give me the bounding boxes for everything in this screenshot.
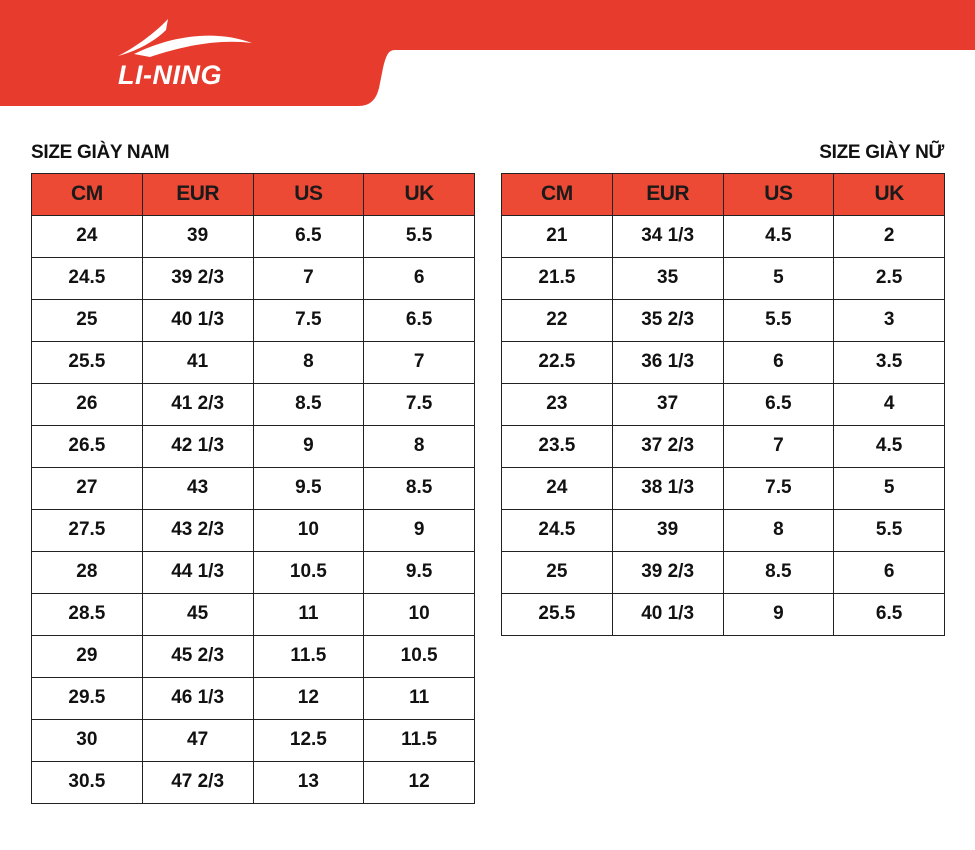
cell-us: 12.5 [253,719,364,761]
table-row [502,509,945,551]
cell-cm: 26.5 [32,425,143,467]
brand-wordmark: LI-NING [118,60,222,90]
cell-uk: 8 [364,425,475,467]
cell-us: 9 [253,425,364,467]
cell-eur: 36 1/3 [612,341,723,383]
cell-us: 11.5 [253,635,364,677]
table-row [32,383,475,425]
cell-uk: 7 [364,341,475,383]
cell-eur: 34 1/3 [612,215,723,257]
table-row [502,551,945,593]
cell-us: 11 [253,593,364,635]
cell-uk: 4.5 [834,425,945,467]
header-row [502,174,945,216]
cell-eur: 45 [142,593,253,635]
cell-us: 7 [253,257,364,299]
cell-us: 8 [723,509,834,551]
cell-eur: 41 [142,341,253,383]
cell-us: 8 [253,341,364,383]
cell-cm: 21.5 [502,257,613,299]
cell-cm: 24 [502,467,613,509]
cell-cm: 25.5 [502,593,613,635]
cell-uk: 6.5 [364,299,475,341]
table-row [32,509,475,551]
cell-us: 6.5 [723,383,834,425]
cell-cm: 25 [502,551,613,593]
cell-eur: 42 1/3 [142,425,253,467]
cell-eur: 41 2/3 [142,383,253,425]
cell-uk: 8.5 [364,467,475,509]
cell-uk: 11 [364,677,475,719]
cell-us: 10 [253,509,364,551]
header-eur: EUR [612,174,723,216]
cell-us: 8.5 [253,383,364,425]
cell-eur: 46 1/3 [142,677,253,719]
women-table-header [502,174,945,216]
cell-eur: 37 [612,383,723,425]
cell-eur: 40 1/3 [142,299,253,341]
header-eur: EUR [142,174,253,216]
cell-us: 9 [723,593,834,635]
table-row [32,425,475,467]
cell-uk: 9 [364,509,475,551]
table-row [32,467,475,509]
table-row [32,719,475,761]
table-row [502,341,945,383]
cell-uk: 7.5 [364,383,475,425]
men-table-body [32,215,475,803]
cell-uk: 2 [834,215,945,257]
cell-cm: 27 [32,467,143,509]
men-table-header [32,174,475,216]
men-size-title: SIZE GIÀY NAM [31,142,170,163]
cell-cm: 28 [32,551,143,593]
cell-cm: 30.5 [32,761,143,803]
cell-eur: 39 2/3 [612,551,723,593]
cell-eur: 45 2/3 [142,635,253,677]
table-row [502,257,945,299]
men-size-table [31,173,475,804]
cell-us: 10.5 [253,551,364,593]
cell-cm: 28.5 [32,593,143,635]
cell-eur: 47 2/3 [142,761,253,803]
table-row [32,677,475,719]
cell-eur: 44 1/3 [142,551,253,593]
cell-uk: 12 [364,761,475,803]
cell-uk: 5.5 [834,509,945,551]
cell-uk: 5 [834,467,945,509]
cell-uk: 3 [834,299,945,341]
cell-cm: 25.5 [32,341,143,383]
table-row [32,551,475,593]
cell-us: 7.5 [723,467,834,509]
cell-eur: 43 2/3 [142,509,253,551]
table-row [32,257,475,299]
cell-uk: 2.5 [834,257,945,299]
women-size-title: SIZE GIÀY NỮ [819,142,944,163]
cell-eur: 35 2/3 [612,299,723,341]
header-us: US [253,174,364,216]
cell-cm: 25 [32,299,143,341]
cell-us: 4.5 [723,215,834,257]
table-row [32,215,475,257]
cell-us: 13 [253,761,364,803]
cell-uk: 6.5 [834,593,945,635]
table-row [32,761,475,803]
table-row [502,299,945,341]
cell-eur: 38 1/3 [612,467,723,509]
cell-cm: 21 [502,215,613,257]
header-uk: UK [834,174,945,216]
cell-cm: 24.5 [32,257,143,299]
cell-cm: 30 [32,719,143,761]
cell-us: 5.5 [723,299,834,341]
cell-eur: 40 1/3 [612,593,723,635]
header-us: US [723,174,834,216]
cell-cm: 26 [32,383,143,425]
cell-cm: 29 [32,635,143,677]
table-row [502,425,945,467]
table-row [32,299,475,341]
table-row [32,635,475,677]
table-row [502,383,945,425]
cell-uk: 9.5 [364,551,475,593]
cell-cm: 22 [502,299,613,341]
cell-eur: 39 [142,215,253,257]
header-uk: UK [364,174,475,216]
cell-uk: 6 [364,257,475,299]
cell-cm: 27.5 [32,509,143,551]
cell-uk: 10 [364,593,475,635]
cell-us: 9.5 [253,467,364,509]
header-cm: CM [502,174,613,216]
cell-cm: 22.5 [502,341,613,383]
cell-cm: 29.5 [32,677,143,719]
cell-us: 8.5 [723,551,834,593]
cell-uk: 5.5 [364,215,475,257]
cell-us: 6.5 [253,215,364,257]
cell-us: 6 [723,341,834,383]
cell-uk: 6 [834,551,945,593]
cell-us: 5 [723,257,834,299]
cell-eur: 47 [142,719,253,761]
cell-uk: 10.5 [364,635,475,677]
header-cm: CM [32,174,143,216]
cell-us: 7.5 [253,299,364,341]
cell-cm: 24 [32,215,143,257]
cell-us: 7 [723,425,834,467]
cell-eur: 39 2/3 [142,257,253,299]
cell-uk: 3.5 [834,341,945,383]
cell-us: 12 [253,677,364,719]
cell-cm: 23.5 [502,425,613,467]
cell-uk: 4 [834,383,945,425]
cell-eur: 35 [612,257,723,299]
cell-eur: 39 [612,509,723,551]
cell-eur: 43 [142,467,253,509]
cell-eur: 37 2/3 [612,425,723,467]
cell-uk: 11.5 [364,719,475,761]
table-row [32,593,475,635]
header-row [32,174,475,216]
table-row [32,341,475,383]
cell-cm: 23 [502,383,613,425]
table-row [502,467,945,509]
table-row [502,593,945,635]
women-size-table [501,173,945,636]
cell-cm: 24.5 [502,509,613,551]
women-table-body [502,215,945,635]
table-row [502,215,945,257]
